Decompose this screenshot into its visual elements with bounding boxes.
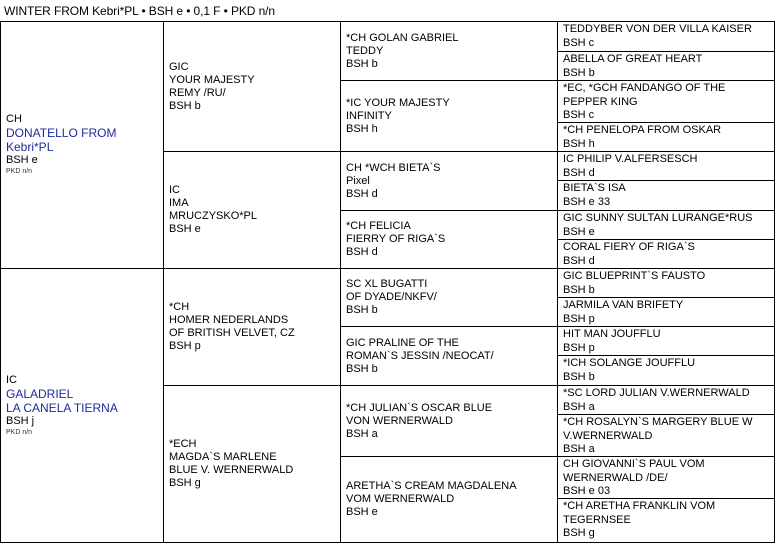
ancestor-line: OF DYADE/NKFV/ (346, 291, 437, 303)
gen4-cell (558, 123, 775, 152)
ancestor-line: GIC SUNNY SULTAN LURANGE*RUS (563, 212, 753, 224)
pedigree-table (0, 21, 775, 543)
ancestor-line: *CH PENELOPA FROM OSKAR (563, 124, 722, 136)
ancestor-line: VON WERNERWALD (346, 414, 453, 427)
ancestor-line: ARETHA`S CREAM MAGDALENA (346, 480, 517, 492)
ancestor-line: HOMER NEDERLANDS (169, 314, 289, 326)
ancestor-line: *IC YOUR MAJESTY (346, 96, 450, 109)
gen2-cell (164, 269, 341, 386)
ancestor-line: *CH JULIAN`S OSCAR BLUE (346, 401, 493, 414)
ancestor-line: GIC BLUEPRINT`S FAUSTO (563, 270, 706, 282)
ancestor-line: BSH b (346, 57, 378, 70)
gen4-cell (558, 181, 775, 211)
ancestor-line: *CH (169, 301, 190, 313)
ancestor-line: YOUR MAJESTY (169, 73, 255, 86)
ancestor-line: BSH e (563, 225, 595, 238)
ancestor-line: BSH e (169, 223, 201, 235)
ancestor-line: HIT MAN JOUFFLU (563, 328, 661, 340)
ancestor-line: TEDDY (346, 44, 384, 57)
dam-cell (1, 269, 164, 543)
gen3-cell (341, 327, 558, 386)
ancestor-line: BSH b (563, 370, 595, 383)
ancestor-line: *SC LORD JULIAN V.WERNERWALD (563, 387, 750, 399)
gen3-cell (341, 386, 558, 457)
ancestor-line: OF BRITISH VELVET, CZ (169, 327, 295, 339)
gen3-cell (341, 152, 558, 211)
ancestor-line: MRUCZYSKO*PL (169, 210, 258, 222)
ancestor-line: JARMILA VAN BRIFETY (563, 299, 684, 311)
ancestor-line: BSH d (346, 187, 378, 200)
ancestor-line: BSH b (169, 99, 201, 112)
ancestor-line: BSH b (563, 283, 595, 296)
ancestor-line: BSH h (563, 137, 595, 150)
dam-pkd: PKD n/n (6, 428, 33, 436)
ancestor-line: *EC, *GCH FANDANGO OF THE (563, 82, 726, 94)
gen4-cell (558, 269, 775, 298)
ancestor-line: BSH c (563, 36, 595, 49)
sire-pkd: PKD n/n (6, 168, 33, 175)
ancestor-line: *CH ARETHA FRANKLIN VOM (563, 500, 716, 512)
ancestor-line: VOM WERNERWALD (346, 493, 455, 505)
gen2-cell (164, 152, 341, 269)
ancestor-line: IC PHILIP V.ALFERSESCH (563, 153, 698, 165)
gen3-cell (341, 22, 558, 81)
pedigree-title: WINTER FROM Kebri*PL • BSH e • 0,1 F • PKD n/n (4, 4, 275, 18)
ancestor-line: BSH d (563, 254, 595, 267)
ancestor-line: BSH e (346, 506, 378, 518)
ancestor-line: FIERRY OF RIGA`S (346, 233, 446, 245)
ancestor-line: TEDDYBER VON DER VILLA KAISER (563, 23, 752, 35)
ancestor-line: ABELLA OF GREAT HEART (563, 53, 703, 65)
ancestor-line: BIETA`S ISA (563, 182, 626, 194)
dam-breed: BSH j (6, 414, 35, 427)
ancestor-line: BSH c (563, 109, 595, 121)
gen4-cell (558, 415, 775, 457)
ancestor-line: GIC (169, 60, 189, 73)
ancestor-line: BSH b (563, 66, 595, 79)
ancestor-line: BSH e 33 (563, 195, 611, 208)
ancestor-line: ROMAN`S JESSIN /NEOCAT/ (346, 349, 494, 362)
gen4-cell (558, 499, 775, 543)
gen4-cell (558, 81, 775, 123)
ancestor-line: TEGERNSEE (563, 513, 631, 526)
gen3-cell (341, 81, 558, 152)
dam-title: IC (6, 373, 17, 386)
gen2-cell (164, 22, 341, 152)
gen4-cell (558, 327, 775, 356)
ancestor-line: BSH p (169, 340, 201, 352)
ancestor-line: BSH p (563, 341, 595, 354)
ancestor-line: BSH b (346, 362, 378, 375)
sire-title: CH (6, 113, 22, 125)
ancestor-line: MAGDA`S MARLENE (169, 451, 277, 463)
ancestor-line: SC XL BUGATTI (346, 278, 428, 290)
ancestor-line: BSH g (563, 527, 595, 539)
gen4-cell (558, 457, 775, 499)
gen4-cell (558, 22, 775, 52)
ancestor-line: CH *WCH BIETA`S (346, 161, 441, 174)
ancestor-line: BSH d (346, 246, 378, 258)
ancestor-line: REMY /RU/ (169, 86, 226, 99)
ancestor-line: WERNERWALD /DE/ (563, 471, 668, 484)
ancestor-line: BSH d (563, 166, 595, 179)
ancestor-line: CORAL FIERY OF RIGA`S (563, 241, 695, 253)
gen4-cell (558, 356, 775, 386)
gen4-cell (558, 240, 775, 269)
ancestor-line: *ICH SOLANGE JOUFFLU (563, 357, 696, 369)
ancestor-line: BSH b (346, 304, 378, 316)
ancestor-line: GIC PRALINE OF THE (346, 336, 459, 349)
gen4-cell (558, 298, 775, 327)
ancestor-line: BSH g (169, 477, 201, 489)
ancestor-line: *CH FELICIA (346, 220, 411, 232)
sire-breed: BSH e (6, 154, 38, 166)
gen2-cell (164, 386, 341, 543)
ancestor-line: BSH a (563, 400, 595, 413)
ancestor-line: IMA (169, 197, 189, 209)
ancestor-line: Pixel (346, 174, 370, 187)
gen3-cell (341, 269, 558, 327)
ancestor-line: INFINITY (346, 109, 392, 122)
dam-name-line1: GALADRIEL (6, 386, 74, 401)
ancestor-line: BSH e 03 (563, 485, 611, 497)
ancestor-line: BSH p (563, 312, 595, 325)
gen4-cell (558, 52, 775, 81)
ancestor-line: V.WERNERWALD (563, 429, 653, 442)
gen4-cell (558, 211, 775, 240)
ancestor-line: BSH a (563, 443, 595, 455)
sire-name-line2: Kebri*PL (6, 140, 54, 154)
ancestor-line: *CH GOLAN GABRIEL (346, 31, 459, 44)
ancestor-line: *CH ROSALYN`S MARGERY BLUE W (563, 416, 753, 428)
gen4-cell (558, 386, 775, 415)
gen3-cell (341, 457, 558, 543)
sire-cell (1, 22, 164, 269)
ancestor-line: BLUE V. WERNERWALD (169, 464, 294, 476)
ancestor-line: PEPPER KING (563, 95, 638, 108)
ancestor-line: IC (169, 184, 180, 196)
gen3-cell (341, 211, 558, 269)
ancestor-line: BSH a (346, 427, 378, 440)
ancestor-line: *ECH (169, 438, 197, 450)
ancestor-line: CH GIOVANNI`S PAUL VOM (563, 458, 705, 470)
ancestor-line: BSH h (346, 122, 378, 135)
sire-name-line1: DONATELLO FROM (6, 126, 117, 140)
dam-name-line2: LA CANELA TIERNA (6, 400, 118, 415)
gen4-cell (558, 152, 775, 181)
